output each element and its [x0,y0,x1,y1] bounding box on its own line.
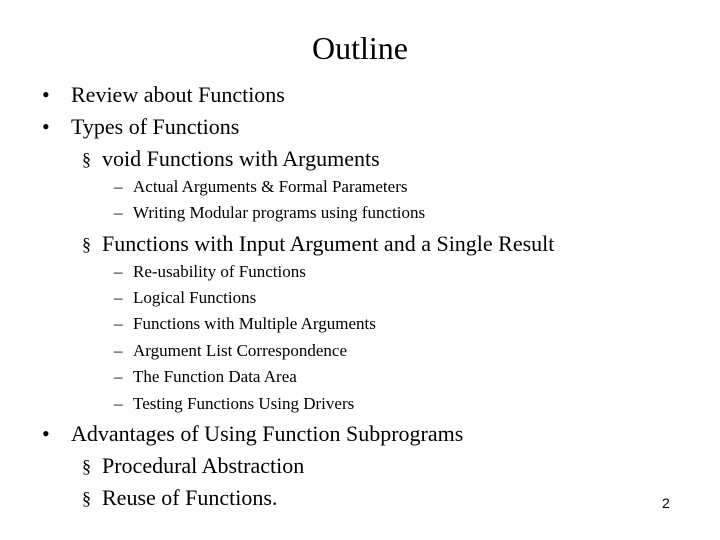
subbullet-text: Functions with Input Argument and a Single Result [102,231,555,256]
item-text: Logical Functions [133,288,257,307]
subbullet-text: void Functions with Arguments [102,146,380,171]
subbullet-marker: § [82,488,91,508]
slide-title: Outline [312,30,408,66]
item-text: Actual Arguments & Formal Parameters [133,177,408,196]
bullet-text: Review about Functions [71,82,285,107]
item-text: Testing Functions Using Drivers [133,394,355,413]
bullet-text: Types of Functions [71,114,240,139]
item-text: Argument List Correspondence [133,341,348,360]
subbullet-marker: § [82,456,91,476]
dash-marker: – [114,314,123,333]
dash-marker: – [114,341,123,360]
bullet-text: Advantages of Using Function Subprograms [71,421,464,446]
item-text: The Function Data Area [133,367,297,386]
item-text: Writing Modular programs using functions [133,203,426,222]
dash-marker: – [114,367,123,386]
subbullet-marker: § [82,149,91,169]
dash-marker: – [114,262,123,281]
bullet-marker: • [42,114,50,139]
dash-marker: – [114,394,123,413]
subbullet-marker: § [82,234,91,254]
item-text: Functions with Multiple Arguments [133,314,376,333]
dash-marker: – [114,288,123,307]
bullet-marker: • [42,82,50,107]
item-text: Re-usability of Functions [133,262,306,281]
subbullet-text: Reuse of Functions. [102,485,278,510]
dash-marker: – [114,177,123,196]
dash-marker: – [114,203,123,222]
bullet-marker: • [42,421,50,446]
page-number: 2 [662,495,670,511]
subbullet-text: Procedural Abstraction [102,453,305,478]
